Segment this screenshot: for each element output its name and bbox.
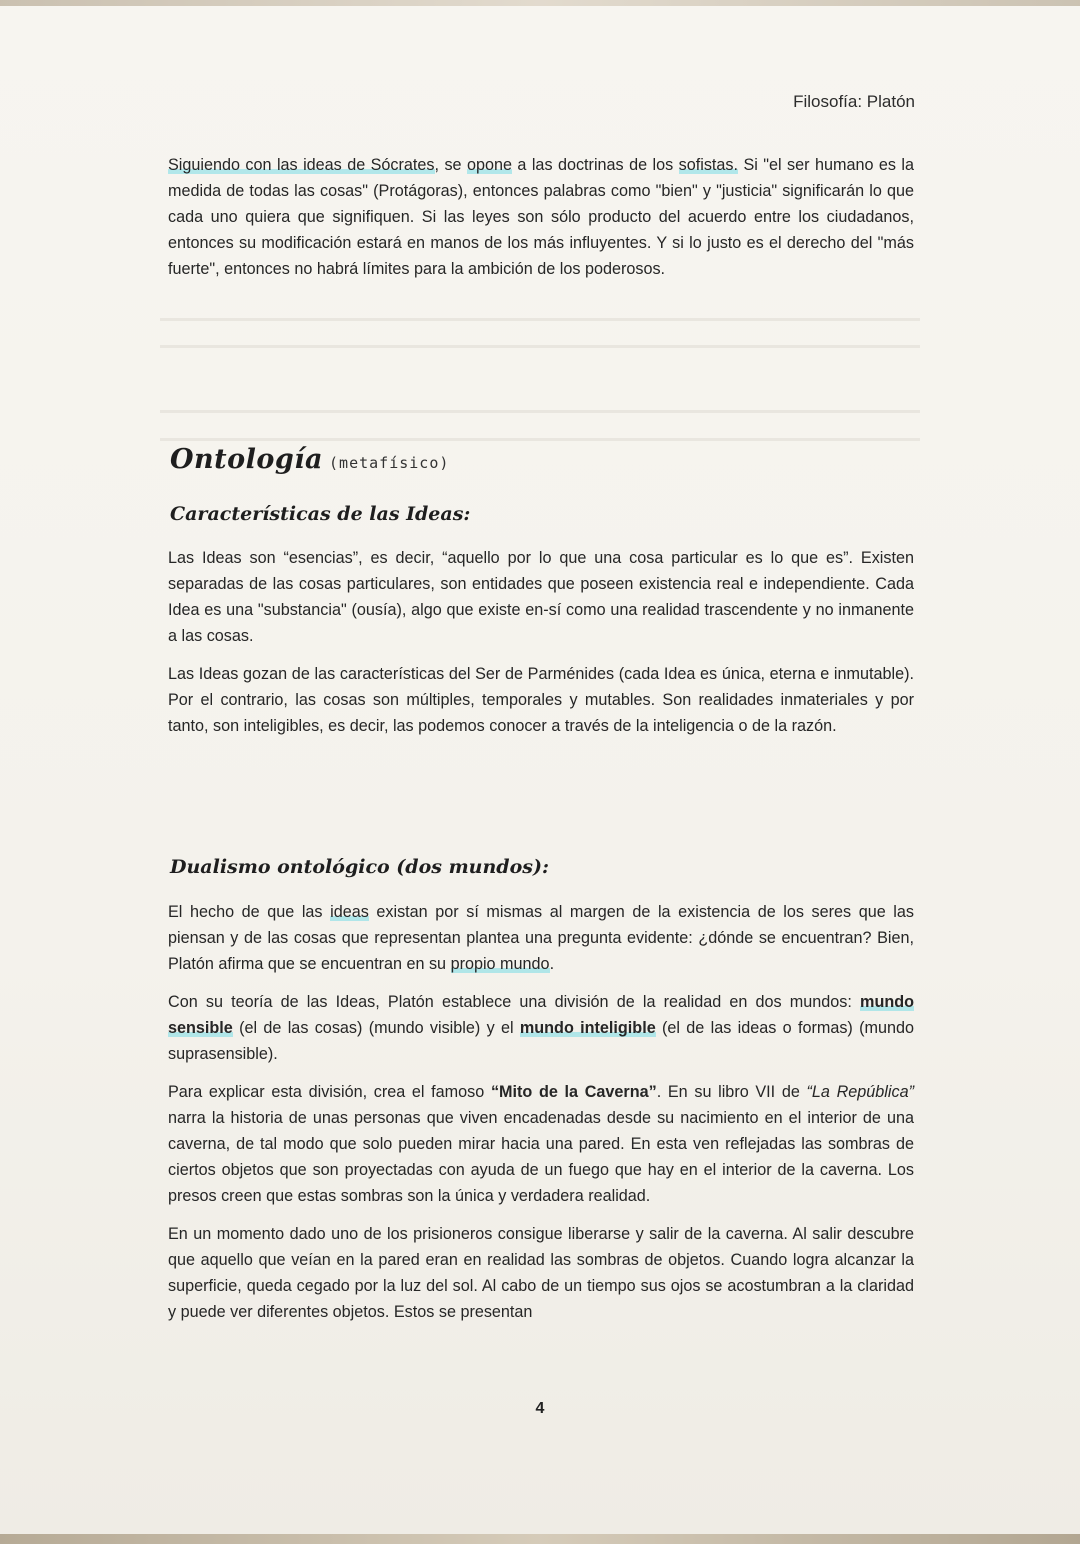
text-run: existan por sí mismas al margen de la existencia de los seres que las piensan y de las cosas que representan plantea una pregunta evidente: ¿dónde se encuentran? Bien, Platón afirma que se encuentran en su (168, 903, 914, 973)
page-number: 4 (535, 1400, 545, 1417)
dualismo-paragraph-4: En un momento dado uno de los prisioneros consigue liberarse y salir de la caverna. Al salir descubre que aquello que veían en la pared eran en realidad las sombras de objetos. Cuando logra alcanzar la superficie, queda cegado por la luz del sol. Al cabo de un tiempo sus ojos se acostumbran a la claridad y puede ver diferentes objetos. Estos se presentan (168, 1225, 914, 1321)
highlighted-text: mundo sensible (168, 993, 914, 1037)
italic-text: “La República” (806, 1083, 914, 1101)
dualismo-paragraph-1 (168, 899, 914, 977)
text-run: El hecho de que las (168, 903, 331, 921)
dualismo-heading: Dualismo ontológico (dos mundos): (170, 856, 549, 878)
text-run: (el de las cosas) (mundo visible) y el (232, 1019, 520, 1037)
text-run: . En su libro VII de (656, 1083, 807, 1101)
text-run: Si "el ser humano es la medida de todas las cosas" (Protágoras), entonces palabras como "bien" y "justicia" significarán lo que cada uno quiera que signifiquen. Si las leyes son sólo producto del acuerdo entre los ciudadanos, entonces su modificación estará en manos de los más influyentes. Y si lo justo es el derecho del "más fuerte", entonces no habrá límites para la ambición de los poderosos. (168, 156, 914, 278)
highlighted-text: Siguiendo con las ideas de Sócrates (168, 156, 435, 174)
highlighted-text: opone (466, 156, 512, 174)
dualismo-paragraph-2 (168, 989, 914, 1067)
ontologia-subtitle: (metafísico) (329, 454, 450, 472)
page-top-edge (0, 0, 1080, 6)
text-run: Con su teoría de las Ideas, Platón establece una división de la realidad en dos mundos: (168, 993, 861, 1011)
text-run: . (549, 955, 555, 973)
highlighted-text: ideas (330, 903, 369, 921)
highlighted-text: mundo inteligible (519, 1019, 656, 1037)
ontologia-title: Ontología (170, 444, 324, 475)
bold-text: “Mito de la Caverna” (490, 1083, 657, 1101)
highlighted-text: sofistas. (678, 156, 739, 174)
caracteristicas-heading: Características de las Ideas: (170, 503, 471, 525)
caracteristicas-paragraph-2: Las Ideas gozan de las características del Ser de Parménides (cada Idea es única, eterna e inmutable). Por el contrario, las cosas son múltiples, temporales y mutables. Son realidades inmateriales y por tanto, son inteligibles, es decir, las podemos conocer a través de la inteligencia o de la razón. (168, 665, 914, 735)
text-run: a las doctrinas de los (511, 156, 679, 174)
ontologia-heading (170, 444, 449, 475)
show-through (160, 438, 920, 441)
show-through (160, 318, 920, 321)
intro-paragraph (168, 152, 914, 282)
dualismo-paragraph-3 (168, 1079, 914, 1209)
caracteristicas-section (168, 545, 914, 751)
page-bottom-edge (0, 1534, 1080, 1544)
dualismo-section (168, 899, 914, 1337)
text-run: (el de las ideas o formas) (mundo suprasensible). (168, 1019, 914, 1063)
highlighted-text: propio mundo (450, 955, 550, 973)
intro-section (168, 152, 914, 294)
show-through (160, 345, 920, 348)
caracteristicas-paragraph-1: Las Ideas son “esencias”, es decir, “aquello por lo que una cosa particular es lo que es”. Existen separadas de las cosas particulares, son entidades que poseen existencia real e independiente. Cada Idea es una "substancia" (ousía), algo que existe en-sí como una realidad trascendente y no inmanente a las cosas. (168, 549, 914, 645)
text-run: Para explicar esta división, crea el famoso (168, 1083, 491, 1101)
text-run: , se (434, 156, 467, 174)
page-header: Filosofía: Platón (793, 92, 915, 111)
show-through (160, 410, 920, 413)
text-run: narra la historia de unas personas que viven encadenadas desde su nacimiento en el interior de una caverna, de tal modo que solo pueden mirar hacia una pared. En esta ven reflejadas las sombras de ciertos objetos que son proyectadas con ayuda de un fuego que hay en el interior de la caverna. Los presos creen que estas sombras son la única y verdadera realidad. (168, 1109, 914, 1205)
